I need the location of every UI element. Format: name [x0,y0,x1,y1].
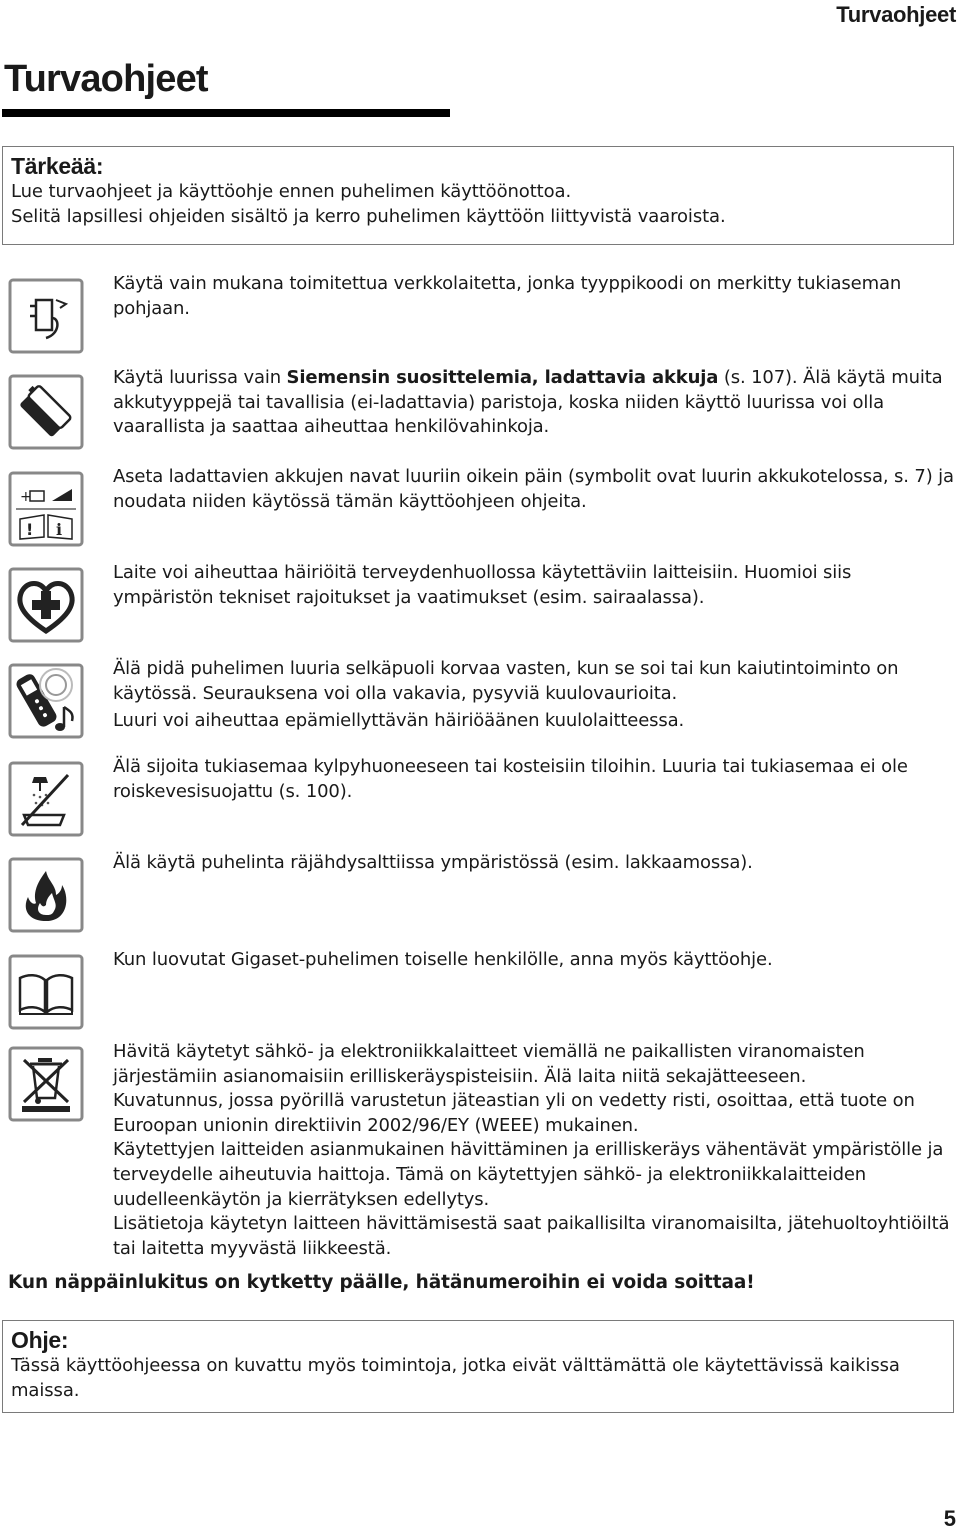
note-line: Tässä käyttöohjeessa on kuvattu myös toimintoja, jotka eivät välttämättä ole käytettävissä kaikissa maissa. [11,1355,900,1401]
item-text [113,657,955,734]
power-adapter-icon [8,278,84,354]
title-rule [2,109,450,117]
item-paragraph: Laite voi aiheuttaa häiriöitä terveydenhuollossa käytettäviin laitteisiin. Huomioi siis ympäristön tekniset rajoitukset ja vaatimukset (esim. sairaalassa). [113,562,852,608]
item-text [113,1040,955,1261]
item-text [113,755,955,804]
keylock-warning: Kun näppäinlukitus on kytketty päälle, hätänumeroihin ei voida soittaa! [8,1272,755,1293]
item-text [113,272,955,321]
item-paragraph: Käytä vain mukana toimitettua verkkolaitetta, jonka tyyppikoodi on merkitty tukiaseman pohjaan. [113,273,902,319]
item-text [113,366,955,440]
svg-text:+: + [20,489,32,505]
item-paragraph: Lisätietoja käytetyn laitteen hävittämisestä saat paikallisilta viranomaisilta, jätehuoltoyhtiöiltä tai laitetta myyvästä liikkeestä. [113,1213,950,1259]
item-paragraph: Käytettyjen laitteiden asianmukainen hävittäminen ja erilliskeräys vähentävät ympäristölle ja terveydelle aiheutuvia haittoja. Tämä on käytettyjen sähkö- ja elektroniikkalaitteiden uudelleenkäytön ja kierrätyksen edellytys. [113,1139,944,1210]
important-line: Lue turvaohjeet ja käyttöohje ennen puhelimen käyttöönottoa. [11,181,572,202]
item-text-suffix: (s. 107). Älä käytä muita akkutyyppejä tai tavallisia (ei-ladattavia) paristoja, koska niiden käyttö luurissa voi olla vaarallista ja saattaa aiheuttaa henkilövahinkoja. [113,367,943,438]
explosive-flame-icon [8,857,84,933]
battery-polarity-icon [8,471,84,547]
important-box [2,146,954,245]
item-paragraph: Kuvatunnus, jossa pyörillä varustetun jäteastian yli on vedetty risti, osoittaa, että tuote on Euroopan unionin direktiivin 2002/96/EY (WEEE) mukainen. [113,1090,915,1136]
item-paragraph: Kun luovutat Gigaset-puhelimen toiselle henkilölle, anna myös käyttöohje. [113,949,773,970]
weee-crossed-bin-icon [8,1046,84,1122]
item-paragraph: Älä sijoita tukiasemaa kylpyhuoneeseen tai kosteisiin tiloihin. Luuria tai tukiasemaa ei ole roiskevesisuojattu (s. 100). [113,756,908,802]
page-number: 5 [943,1506,956,1531]
important-heading: Tärkeää: [11,153,104,179]
item-text [113,948,955,973]
manual-book-icon [8,954,84,1030]
important-line: Selitä lapsillesi ohjeiden sisältö ja kerro puhelimen käyttöön liittyvistä vaaroista. [11,206,726,227]
handset-ringing-icon [8,663,84,739]
item-paragraph: Luuri voi aiheuttaa epämiellyttävän häiriöäänen kuulolaitteessa. [113,710,685,732]
item-paragraph: Hävitä käytetyt sähkö- ja elektroniikkalaitteet viemällä ne paikallisten viranomaisten järjestämiin asianomaisiin erilliskeräyspisteisiin. Älä laita niitä sekajätteeseen. [113,1041,865,1087]
item-paragraph: Älä pidä puhelimen luuria selkäpuoli korvaa vasten, kun se soi tai kun kaiutintoiminto on käytössä. Seurauksena voi olla vakavia, pysyviä kuulovaurioita. [113,658,899,704]
medical-heart-icon [8,567,84,643]
note-heading: Ohje: [11,1327,69,1353]
note-box [2,1320,954,1413]
no-bathroom-icon [8,761,84,837]
item-paragraph: Älä käytä puhelinta räjähdysalttiissa ympäristössä (esim. lakkaamossa). [113,852,753,873]
item-text-prefix: Käytä luurissa vain [113,367,287,388]
svg-text:i: i [56,520,63,539]
page-title: Turvaohjeet [4,58,208,100]
item-text [113,561,955,610]
item-text-bold: Siemensin suosittelemia, ladattavia akkuja [286,367,719,388]
item-text [113,851,955,876]
running-header: Turvaohjeet [836,2,956,27]
svg-text:!: ! [26,520,34,539]
item-text [113,465,955,514]
battery-icon [8,374,84,450]
item-paragraph: Aseta ladattavien akkujen navat luuriin oikein päin (symbolit ovat luurin akkukotelossa, s. 7) ja noudata niiden käytössä tämän käyttöohjeen ohjeita. [113,466,954,512]
